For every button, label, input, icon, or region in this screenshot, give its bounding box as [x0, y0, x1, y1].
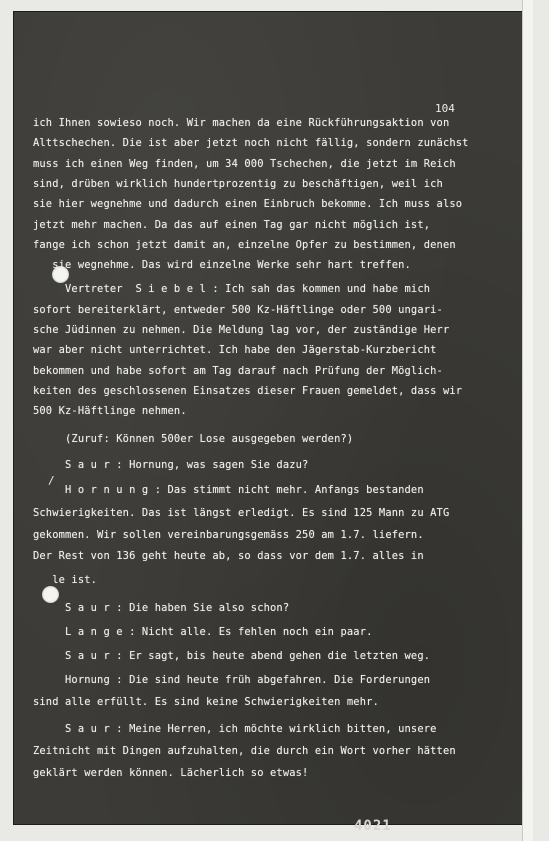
text-line-12: war aber nicht unterrichtet. Ich habe den Jägerstab-Kurzbericht — [33, 344, 437, 356]
text-line-29: Zeitnicht mit Dingen aufzuhalten, die durch ein Wort vorher hätten — [33, 745, 456, 757]
text-line-25: S a u r : Er sagt, bis heute abend gehen die letzten weg. — [33, 650, 431, 662]
page-number: 104 — [435, 102, 455, 115]
text-line-26: Hornung : Die sind heute früh abgefahren. Die Forderungen — [33, 674, 431, 686]
text-line-5: sie hier wegnehme und dadurch einen Einbruch bekomme. Ich muss also — [33, 198, 463, 210]
text-line-6: jetzt mehr machen. Da das auf einen Tag gar nicht möglich ist, — [33, 219, 431, 231]
text-line-4: sind, drüben wirklich hundertprozentig zu beschäftigen, weil ich — [33, 178, 443, 190]
page-edge-strip — [522, 0, 533, 841]
margin-mark: / — [48, 474, 55, 487]
stamp-number: 4021 — [354, 818, 392, 834]
text-line-10: sofort bereiterklärt, entweder 500 Kz-Häftlinge oder 500 ungari- — [33, 304, 443, 316]
document-page — [14, 12, 522, 834]
text-line-2: Alttschechen. Die ist aber jetzt noch nicht fällig, sondern zunächst — [33, 137, 469, 149]
text-line-1: ich Ihnen sowieso noch. Wir machen da eine Rückführungsaktion von — [33, 117, 450, 129]
text-line-18: H o r n u n g : Das stimmt nicht mehr. Anfangs bestanden — [33, 484, 424, 496]
text-line-23: S a u r : Die haben Sie also schon? — [33, 602, 290, 614]
text-line-24: L a n g e : Nicht alle. Es fehlen noch ein paar. — [33, 626, 373, 638]
text-line-21: Der Rest von 136 geht heute ab, so dass vor dem 1.7. alles in — [33, 550, 424, 562]
text-line-22: le ist. — [33, 574, 98, 586]
text-line-28: S a u r : Meine Herren, ich möchte wirklich bitten, unsere — [33, 723, 437, 735]
text-line-8: sie wegnehme. Das wird einzelne Werke sehr hart treffen. — [33, 259, 411, 271]
text-line-17: S a u r : Hornung, was sagen Sie dazu? — [33, 459, 309, 471]
text-line-30: geklärt werden können. Lächerlich so etwas! — [33, 767, 309, 779]
text-line-13: bekommen und habe sofort am Tag darauf nach Prüfung der Möglich- — [33, 365, 443, 377]
text-line-7: fange ich schon jetzt damit an, einzelne Opfer zu bestimmen, denen — [33, 239, 456, 251]
text-line-16: (Zuruf: Können 500er Lose ausgegeben werden?) — [33, 433, 354, 445]
text-line-20: gekommen. Wir sollen vereinbarungsgemäss 250 am 1.7. liefern. — [33, 529, 424, 541]
text-line-19: Schwierigkeiten. Das ist längst erledigt. Es sind 125 Mann zu ATG — [33, 507, 450, 519]
text-line-3: muss ich einen Weg finden, um 34 000 Tschechen, die jetzt im Reich — [33, 158, 456, 170]
text-line-27: sind alle erfüllt. Es sind keine Schwierigkeiten mehr. — [33, 696, 379, 708]
text-line-15: 500 Kz-Häftlinge nehmen. — [33, 405, 187, 417]
text-line-14: keiten des geschlossenen Einsatzes dieser Frauen gemeldet, dass wir — [33, 385, 463, 397]
text-line-11: sche Jüdinnen zu nehmen. Die Meldung lag vor, der zuständige Herr — [33, 324, 450, 336]
text-line-9: Vertreter S i e b e l : Ich sah das kommen und habe mich — [33, 283, 431, 295]
